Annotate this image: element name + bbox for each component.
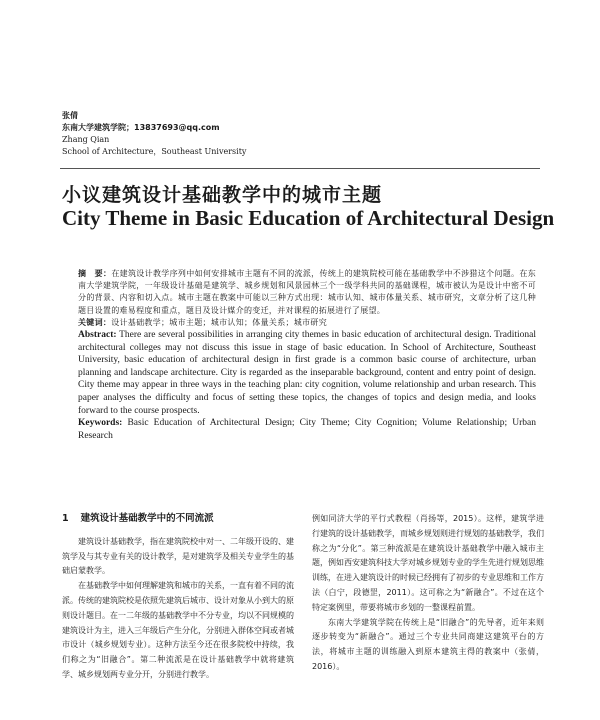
abstract-cn-label: 摘 要： — [78, 269, 112, 278]
author-name-cn: 张倩 — [62, 111, 78, 120]
section-heading — [62, 512, 294, 527]
keywords-cn-label: 关键词： — [78, 317, 112, 327]
section-title: 建筑设计基础教学中的不同流派 — [80, 513, 214, 524]
right-paragraph-1: 例如同济大学的平行式教程（肖扬等，2015）。这样，建筑学进行建筑的设计基础教学，而城乡规划则进行规划的基础教学，我们称之为“分化”。第三种流派是在建筑设计基础教学中融入城市主题，例如西安建筑科技大学对城乡规划专业的学生先进行规划思维训练，在进入建筑设计的时候已经拥有了初步的专业思维和工作方法（白宁，段德罡，2011）。这可称之为“新融合”。不过在这个特定案例里，带要将城市乡划的一整课程前置。 — [312, 514, 544, 612]
keywords-en-text: Basic Education of Architectural Design; City Theme; City Cognition; Volume Relationship; Urban Research — [78, 418, 537, 441]
author-block — [62, 110, 246, 158]
page-title-en: City Theme in Basic Education of Architectural Design — [62, 206, 555, 230]
author-name-en: Zhang Qian — [62, 135, 110, 144]
abstract-cn — [78, 268, 536, 317]
author-affiliation-cn: 东南大学建筑学院；13837693@qq.com — [62, 123, 220, 132]
abstract-cn-text: 在建筑设计教学序列中如何安排城市主题有不同的流派，传统上的建筑院校可能在基础教学中不涉猎这个问题。在东南大学建筑学院，一年级设计基础是建筑学、城乡规划和风景园林三个一级学科共同的基础课程，城市被认为是设计中密不可分的背景、内容和切入点。城市主题在教案中可能以三种方式出现：城市认知、城市体量关系、城市研究，文章分析了这几种题目设置的难易程度和重点，题目及设计媒介的变迁，并对课程的拓展进行了展望。 — [78, 269, 536, 315]
page-title-cn: 小议建筑设计基础教学中的城市主题 — [62, 184, 383, 206]
abstract-en-label: Abstract: — [78, 330, 117, 341]
abstract-en-text: There are several possibilities in arranging city themes in basic education of architectural design. Traditional architectural colleges may not discuss this issue in stage of basic education. In School of Architecture, Southeast University, basic education of architectural design in first grade is a common basic course of architecture, urban planning and landscape architecture. City is regarded as the inseparable background, content and entry point of design. City theme may appear in three ways in the teaching plan: city cognition, volume relationship and urban research. This paper analyses the difficulty and focus of setting these topics, the changes of topics and design media, and looks forward to the course prospects. — [78, 330, 536, 416]
section-number: 1 — [62, 513, 69, 524]
section-paragraph-2: 在基础教学中如何理解建筑和城市的关系，一直有着不同的流派。传统的建筑院校是依照先建筑后城市、设计对象从小到大的原则设计题目。在一二年级的基础教学中不分专业，均以不同规模的建筑设计为主，进入三年级后产生分化，分别进入群体空间或者城市设计（城乡规划专业）。这种方法至今还在很多院校中持续，我们称之为“旧融合”。第二种流派是在设计基础教学中就将建筑学、城乡规划两专业分开，分别进行教学。 — [62, 581, 294, 679]
keywords-cn-text: 设计基础教学；城市主题；城市认知；体量关系；城市研究 — [111, 317, 328, 327]
keywords-cn — [78, 317, 536, 329]
keywords-en — [78, 417, 536, 442]
abstract-block — [78, 268, 536, 442]
header-divider — [60, 168, 540, 169]
body-column-right — [312, 512, 544, 675]
author-affiliation-en: School of Architecture，Southeast University — [62, 147, 247, 156]
keywords-en-label: Keywords: — [78, 418, 123, 429]
abstract-en — [78, 329, 536, 417]
section-paragraph-1: 建筑设计基础教学，指在建筑院校中对一、二年级开设的、建筑学及与其专业有关的设计教学，是对建筑学及相关专业学生的基础启蒙教学。 — [62, 536, 294, 576]
right-paragraph-2: 东南大学建筑学院在传统上是“旧融合”的先导者，近年来则逐步转变为“新融合”。通过三个专业共同商建这建筑平台的方法，将城市主题的训练融入到原本建筑主得的教案中（张倩，2016）。 — [312, 617, 544, 671]
body-column-left — [62, 512, 294, 683]
